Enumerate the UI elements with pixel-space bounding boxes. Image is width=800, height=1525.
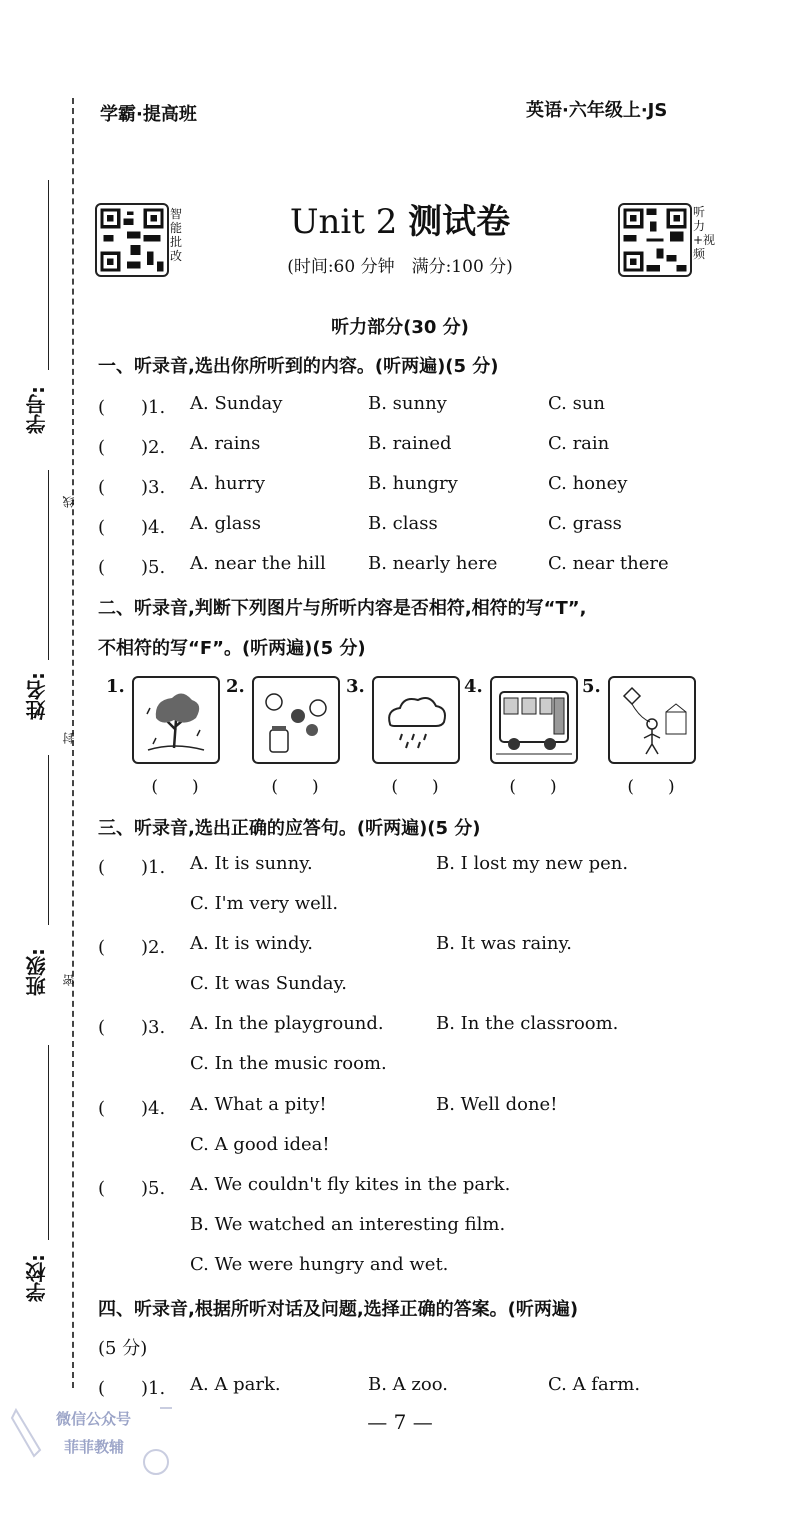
option-c: C. sun: [548, 393, 605, 414]
section-4-heading-line1: 四、听录音,根据所听对话及问题,选择正确的答案。(听两遍): [98, 1299, 579, 1320]
picture-number: 5.: [582, 676, 601, 697]
option-b: B. A zoo.: [368, 1374, 448, 1395]
title-unit: Unit 2: [289, 202, 409, 242]
title-test: 测试卷: [408, 202, 511, 242]
option-b: B. sunny: [368, 393, 447, 414]
section-2-heading-line1: 二、听录音,判断下列图片与所听内容是否相符,相符的写“T”,: [98, 598, 587, 619]
page-number: — 7 —: [367, 1410, 433, 1434]
subject-label: 英语·六年级上·JS: [526, 100, 668, 121]
name-line: [48, 470, 49, 660]
student-id-label: 学号:: [25, 386, 49, 434]
line-marker: 线: [62, 496, 76, 508]
option-a: A. A park.: [190, 1374, 281, 1395]
answer-blank[interactable]: ( ): [151, 777, 199, 797]
option-c: C. grass: [548, 513, 622, 534]
option-a: A. Sunday: [190, 393, 283, 414]
option-c: C. honey: [548, 473, 628, 494]
page-title: [0, 194, 800, 243]
section-3-heading: 三、听录音,选出正确的应答句。(听两遍)(5 分): [98, 818, 481, 839]
option-b: B. I lost my new pen.: [436, 853, 629, 874]
option-a: A. What a pity!: [190, 1094, 327, 1115]
question-number[interactable]: ( )4.: [98, 1098, 166, 1119]
option-c: C. A good idea!: [190, 1134, 330, 1155]
option-c: C. In the music room.: [190, 1053, 387, 1074]
tree-in-rain-icon: [132, 676, 220, 764]
answer-blank[interactable]: ( ): [627, 777, 675, 797]
class-line: [48, 755, 49, 925]
fruit-and-jar-icon: [252, 676, 340, 764]
section-4-heading-line2: (5 分): [98, 1338, 148, 1359]
qr-left-caption: 智能批改: [170, 207, 183, 263]
question-number[interactable]: ( )1.: [98, 1378, 166, 1399]
question-number[interactable]: ( )2.: [98, 937, 166, 958]
watermark-line2: 菲菲教辅: [64, 1438, 125, 1456]
watermark: [10, 1390, 180, 1480]
option-c: C. It was Sunday.: [190, 973, 348, 994]
question-number[interactable]: ( )4.: [98, 517, 166, 538]
rain-cloud-icon: [372, 676, 460, 764]
option-c: C. rain: [548, 433, 610, 454]
option-b: B. class: [368, 513, 438, 534]
logo-text: 学霸·提高班: [100, 104, 197, 125]
school-label: 学校:: [25, 1254, 49, 1302]
question-number[interactable]: ( )5.: [98, 1178, 166, 1199]
class-label: 班级:: [25, 948, 49, 996]
answer-blank[interactable]: ( ): [271, 777, 319, 797]
picture-number: 3.: [346, 676, 365, 697]
option-a: A. We couldn't fly kites in the park.: [190, 1174, 511, 1195]
watermark-line1: 微信公众号: [56, 1410, 132, 1428]
answer-blank[interactable]: ( ): [509, 777, 557, 797]
option-c: C. near there: [548, 553, 669, 574]
option-a: A. It is windy.: [190, 933, 314, 954]
section-1-heading: 一、听录音,选出你所听到的内容。(听两遍)(5 分): [98, 356, 499, 377]
option-a: A. hurry: [190, 473, 266, 494]
question-number[interactable]: ( )5.: [98, 557, 166, 578]
option-b: B. Well done!: [436, 1094, 558, 1115]
option-b: B. hungry: [368, 473, 458, 494]
question-number[interactable]: ( )1.: [98, 857, 166, 878]
name-label: 姓名:: [25, 672, 49, 720]
question-number[interactable]: ( )3.: [98, 477, 166, 498]
exam-time-info: (时间:60 分钟 满分:100 分): [287, 257, 513, 277]
question-number[interactable]: ( )2.: [98, 437, 166, 458]
picture-number: 1.: [106, 676, 125, 697]
picture-number: 4.: [464, 676, 483, 697]
option-c: C. We were hungry and wet.: [190, 1254, 449, 1275]
question-number[interactable]: ( )1.: [98, 397, 166, 418]
option-b: B. nearly here: [368, 553, 498, 574]
picture-number: 2.: [226, 676, 245, 697]
option-b: B. We watched an interesting film.: [190, 1214, 506, 1235]
option-b: B. It was rainy.: [436, 933, 573, 954]
kite-boy-icon: [608, 676, 696, 764]
answer-blank[interactable]: ( ): [391, 777, 439, 797]
option-b: B. rained: [368, 433, 452, 454]
option-a: A. It is sunny.: [190, 853, 313, 874]
listening-heading: 听力部分(30 分): [331, 317, 469, 338]
option-a: A. near the hill: [190, 553, 326, 574]
option-a: A. glass: [190, 513, 261, 534]
dense-marker: 密: [62, 974, 76, 986]
option-a: A. In the playground.: [190, 1013, 384, 1034]
school-line: [48, 1045, 49, 1240]
seal-marker: 封: [62, 732, 76, 744]
qr-right-caption: 听力+视频: [693, 205, 716, 261]
option-a: A. rains: [190, 433, 261, 454]
section-2-heading-line2: 不相符的写“F”。(听两遍)(5 分): [98, 638, 366, 659]
option-b: B. In the classroom.: [436, 1013, 619, 1034]
option-c: C. I'm very well.: [190, 893, 339, 914]
option-c: C. A farm.: [548, 1374, 641, 1395]
bus-icon: [490, 676, 578, 764]
question-number[interactable]: ( )3.: [98, 1017, 166, 1038]
